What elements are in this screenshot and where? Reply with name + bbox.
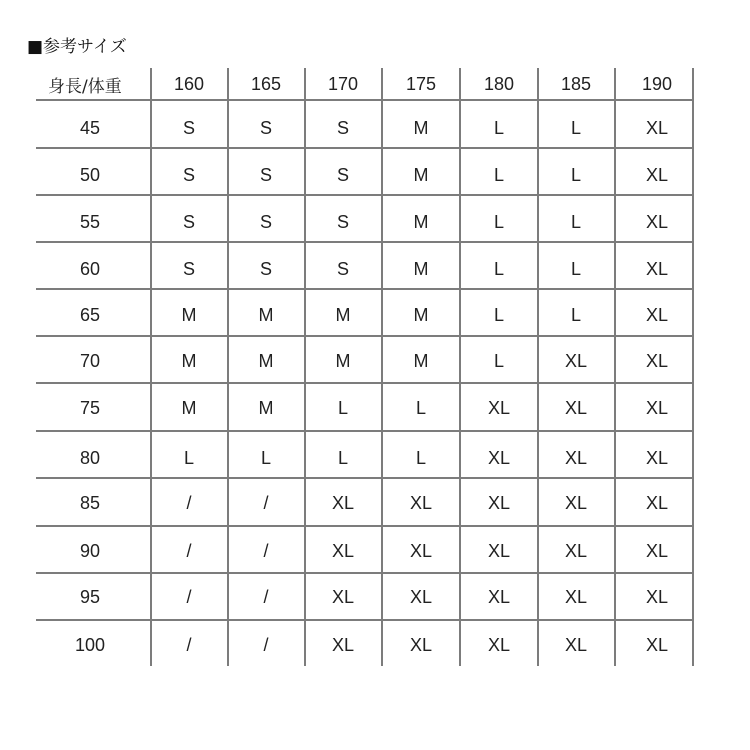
table-column-divider bbox=[459, 68, 461, 666]
size-cell: M bbox=[413, 259, 429, 279]
size-cell: XL bbox=[409, 493, 433, 513]
table-row-divider bbox=[36, 147, 694, 149]
table-row-divider bbox=[36, 572, 694, 574]
size-cell: XL bbox=[645, 448, 669, 468]
size-cell: L bbox=[493, 118, 504, 138]
size-cell: L bbox=[570, 165, 581, 185]
size-cell: M bbox=[335, 305, 351, 325]
weight-row-header: 50 bbox=[79, 165, 101, 185]
corner-header-label: 身長/体重 bbox=[48, 77, 122, 97]
size-cell: XL bbox=[487, 635, 511, 655]
size-cell: / bbox=[186, 493, 192, 513]
size-cell: / bbox=[186, 635, 192, 655]
size-cell: L bbox=[183, 448, 194, 468]
size-cell: XL bbox=[564, 635, 588, 655]
size-cell: XL bbox=[409, 587, 433, 607]
size-cell: XL bbox=[645, 351, 669, 371]
table-row-divider bbox=[36, 430, 694, 432]
height-column-header: 175 bbox=[405, 74, 437, 94]
size-cell: S bbox=[182, 212, 195, 232]
size-cell: S bbox=[336, 118, 349, 138]
table-row-divider bbox=[36, 619, 694, 621]
size-cell: L bbox=[570, 259, 581, 279]
table-column-divider bbox=[150, 68, 152, 666]
size-cell: S bbox=[336, 259, 349, 279]
weight-row-header: 65 bbox=[79, 305, 101, 325]
table-column-divider bbox=[304, 68, 306, 666]
table-column-divider bbox=[537, 68, 539, 666]
size-cell: S bbox=[259, 212, 272, 232]
size-cell: XL bbox=[564, 398, 588, 418]
size-cell: XL bbox=[331, 587, 355, 607]
height-column-header: 170 bbox=[327, 74, 359, 94]
size-cell: L bbox=[493, 212, 504, 232]
weight-row-header: 90 bbox=[79, 541, 101, 561]
size-cell: XL bbox=[645, 587, 669, 607]
size-cell: S bbox=[182, 165, 195, 185]
size-cell: L bbox=[570, 305, 581, 325]
size-cell: M bbox=[413, 305, 429, 325]
weight-row-header: 70 bbox=[79, 351, 101, 371]
size-cell: XL bbox=[564, 541, 588, 561]
table-row-divider bbox=[36, 382, 694, 384]
weight-row-header: 55 bbox=[79, 212, 101, 232]
size-cell: S bbox=[336, 212, 349, 232]
size-cell: XL bbox=[487, 541, 511, 561]
height-column-header: 165 bbox=[250, 74, 282, 94]
size-cell: XL bbox=[645, 493, 669, 513]
size-cell: XL bbox=[645, 541, 669, 561]
size-cell: / bbox=[263, 541, 269, 561]
size-cell: XL bbox=[645, 398, 669, 418]
size-cell: L bbox=[337, 448, 348, 468]
size-cell: / bbox=[263, 587, 269, 607]
size-cell: XL bbox=[331, 493, 355, 513]
size-cell: L bbox=[493, 259, 504, 279]
size-cell: M bbox=[258, 398, 274, 418]
table-column-divider bbox=[614, 68, 616, 666]
size-cell: S bbox=[259, 165, 272, 185]
size-cell: XL bbox=[487, 448, 511, 468]
size-cell: M bbox=[413, 351, 429, 371]
size-cell: L bbox=[260, 448, 271, 468]
height-column-header: 160 bbox=[173, 74, 205, 94]
page-title: ■参考サイズ bbox=[27, 37, 127, 57]
table-row-divider bbox=[36, 241, 694, 243]
size-cell: S bbox=[182, 118, 195, 138]
size-cell: M bbox=[181, 398, 197, 418]
size-cell: S bbox=[182, 259, 195, 279]
size-cell: XL bbox=[487, 398, 511, 418]
size-cell: XL bbox=[564, 587, 588, 607]
weight-row-header: 95 bbox=[79, 587, 101, 607]
size-cell: XL bbox=[564, 351, 588, 371]
size-cell: M bbox=[413, 165, 429, 185]
size-cell: M bbox=[258, 351, 274, 371]
size-cell: L bbox=[570, 212, 581, 232]
table-column-divider bbox=[227, 68, 229, 666]
weight-row-header: 45 bbox=[79, 118, 101, 138]
size-cell: S bbox=[259, 259, 272, 279]
table-row-divider bbox=[36, 99, 694, 101]
size-cell: / bbox=[263, 493, 269, 513]
size-cell: L bbox=[493, 165, 504, 185]
size-cell: XL bbox=[487, 493, 511, 513]
weight-row-header: 80 bbox=[79, 448, 101, 468]
size-cell: XL bbox=[487, 587, 511, 607]
height-column-header: 180 bbox=[483, 74, 515, 94]
size-cell: XL bbox=[645, 165, 669, 185]
table-row-divider bbox=[36, 477, 694, 479]
size-cell: XL bbox=[645, 305, 669, 325]
table-row-divider bbox=[36, 335, 694, 337]
size-cell: XL bbox=[331, 635, 355, 655]
table-row-divider bbox=[36, 194, 694, 196]
size-cell: XL bbox=[645, 635, 669, 655]
weight-row-header: 75 bbox=[79, 398, 101, 418]
weight-row-header: 60 bbox=[79, 259, 101, 279]
size-cell: S bbox=[259, 118, 272, 138]
size-cell: L bbox=[570, 118, 581, 138]
size-cell: M bbox=[258, 305, 274, 325]
size-cell: L bbox=[493, 351, 504, 371]
size-cell: M bbox=[413, 212, 429, 232]
size-cell: / bbox=[186, 541, 192, 561]
size-cell: XL bbox=[409, 635, 433, 655]
table-row-divider bbox=[36, 288, 694, 290]
size-cell: / bbox=[263, 635, 269, 655]
size-cell: XL bbox=[645, 212, 669, 232]
weight-row-header: 100 bbox=[74, 635, 106, 655]
size-cell: M bbox=[181, 305, 197, 325]
height-column-header: 190 bbox=[641, 74, 673, 94]
size-cell: M bbox=[335, 351, 351, 371]
size-cell: / bbox=[186, 587, 192, 607]
size-cell: L bbox=[493, 305, 504, 325]
size-cell: XL bbox=[409, 541, 433, 561]
table-column-divider bbox=[692, 68, 694, 666]
size-cell: S bbox=[336, 165, 349, 185]
size-cell: L bbox=[337, 398, 348, 418]
size-cell: M bbox=[413, 118, 429, 138]
size-cell: XL bbox=[645, 259, 669, 279]
size-cell: XL bbox=[564, 448, 588, 468]
size-cell: XL bbox=[645, 118, 669, 138]
height-column-header: 185 bbox=[560, 74, 592, 94]
size-cell: L bbox=[415, 448, 426, 468]
size-cell: L bbox=[415, 398, 426, 418]
size-cell: M bbox=[181, 351, 197, 371]
table-row-divider bbox=[36, 525, 694, 527]
size-cell: XL bbox=[564, 493, 588, 513]
table-column-divider bbox=[381, 68, 383, 666]
size-cell: XL bbox=[331, 541, 355, 561]
weight-row-header: 85 bbox=[79, 493, 101, 513]
